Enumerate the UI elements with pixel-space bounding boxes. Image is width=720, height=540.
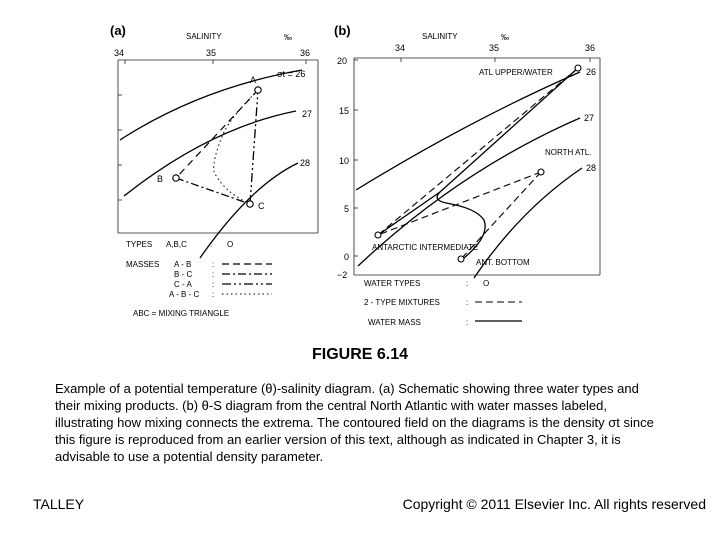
panel-b-sigma-28: 28 xyxy=(586,163,597,173)
legend-a-types-value: A,B,C xyxy=(166,240,187,249)
panel-a-isopycnal-28 xyxy=(200,163,298,258)
legend-a-colon-2: : xyxy=(212,270,215,279)
panel-b-tick-35: 35 xyxy=(489,43,500,53)
panel-a-unit: ‰ xyxy=(284,33,292,42)
panel-b-label-ant-bottom: ANT. BOTTOM xyxy=(476,258,530,267)
panel-b-point-upper xyxy=(575,65,581,71)
panel-a-label: (a) xyxy=(110,23,126,38)
panel-a-frame xyxy=(118,60,318,233)
legend-a-mass-abc: A - B - C xyxy=(169,290,200,299)
legend-a-types-label: TYPES xyxy=(126,240,153,249)
legend-a-types-colon: : xyxy=(210,240,213,249)
panel-b-point-ant-bottom xyxy=(458,256,464,262)
legend-b-types-colon: : xyxy=(466,279,469,288)
panel-a-tick-36: 36 xyxy=(300,48,311,58)
panel-a-label-a: A xyxy=(250,75,257,85)
panel-a-label-b: B xyxy=(157,174,164,184)
legend-a-colon-4: : xyxy=(212,290,215,299)
panel-b xyxy=(334,23,600,327)
panel-b-ytick-10: 10 xyxy=(339,156,350,166)
panel-b-ytick-minus2: −2 xyxy=(337,270,348,280)
panel-b-unit: ‰ xyxy=(501,33,509,42)
legend-a-masses-label: MASSES xyxy=(126,260,160,269)
legend-b-mass-colon: : xyxy=(466,318,469,327)
copyright-notice: Copyright © 2011 Elsevier Inc. All rights reserved xyxy=(402,496,706,512)
legend-a-colon-1: : xyxy=(212,260,215,269)
panel-b-axis-title: SALINITY xyxy=(422,32,458,41)
panel-a-axis-title: SALINITY xyxy=(186,32,222,41)
panel-b-label-antarctic-int: ANTARCTIC INTERMEDIATE xyxy=(372,243,479,252)
panel-b-ytick-0: 0 xyxy=(344,252,350,262)
panel-b-isopycnal-26 xyxy=(356,72,580,190)
panel-a-sigma-27: 27 xyxy=(302,109,313,119)
panel-b-label-upper: ATL UPPER/WATER xyxy=(479,68,553,77)
panel-a-mix-c-a xyxy=(250,90,258,204)
panel-b-ytick-5: 5 xyxy=(344,204,350,214)
panel-b-legend xyxy=(364,279,522,327)
panel-b-point-north-atl xyxy=(538,169,544,175)
legend-a-mass-ab: A - B xyxy=(174,260,192,269)
legend-a-types-symbol: O xyxy=(227,240,234,249)
legend-a-mass-ca: C - A xyxy=(174,280,192,289)
panel-b-label-north-atl: NORTH ATL. xyxy=(545,148,592,157)
panel-b-mix-nadw-aaiw xyxy=(378,172,541,235)
panel-b-point-antarctic-int xyxy=(375,232,381,238)
panel-b-sigma-26: 26 xyxy=(586,67,597,77)
panel-a-tick-35: 35 xyxy=(206,48,217,58)
panel-b-label: (b) xyxy=(334,23,351,38)
panel-a-sigma-26: σt = 26 xyxy=(277,69,306,79)
panel-b-ytick-20: 20 xyxy=(337,56,348,66)
legend-b-mass-label: WATER MASS xyxy=(368,318,421,327)
figure-caption: Example of a potential temperature (θ)-salinity diagram. (a) Schematic showing three water types and their mixing products. (b) θ-S diagram from the central North Atlantic with water masses labeled, illustrating how mixing connects the extrema. The contoured field on the diagrams is the density σt since this figure is reproduced from an earlier version of this text, although as indicated in Chapter 3, it is advisable to use a potential density parameter. xyxy=(55,381,654,464)
legend-b-mixtures-colon: : xyxy=(466,298,469,307)
panel-a-point-a xyxy=(255,87,261,93)
panel-a-legend xyxy=(126,240,272,318)
panel-a-point-c xyxy=(247,201,253,207)
panel-a xyxy=(110,23,318,318)
author-name: TALLEY xyxy=(33,496,85,512)
panel-b-sigma-27: 27 xyxy=(584,113,595,123)
figure-title: FIGURE 6.14 xyxy=(311,346,409,363)
legend-b-mixtures-label: 2 - TYPE MIXTURES xyxy=(364,298,440,307)
panel-a-mix-b-c xyxy=(176,178,250,204)
panel-a-isopycnal-26 xyxy=(120,70,302,140)
panel-b-water-mass-lower-arm xyxy=(378,192,440,235)
panel-b-ytick-15: 15 xyxy=(339,106,350,116)
panel-a-point-b xyxy=(173,175,179,181)
panel-a-tick-34: 34 xyxy=(114,48,125,58)
legend-b-types-label: WATER TYPES xyxy=(364,279,421,288)
legend-a-mass-bc: B - C xyxy=(174,270,193,279)
panel-a-isopycnal-27 xyxy=(124,111,296,196)
panel-b-tick-34: 34 xyxy=(395,43,406,53)
panel-a-label-c: C xyxy=(258,201,265,211)
legend-a-colon-3: : xyxy=(212,280,215,289)
panel-b-water-mass-curve xyxy=(437,68,578,258)
legend-a-triangle-note: ABC = MIXING TRIANGLE xyxy=(133,309,230,318)
panel-b-tick-36: 36 xyxy=(585,43,596,53)
panel-a-sigma-28: 28 xyxy=(300,158,311,168)
legend-b-types-symbol: O xyxy=(483,279,490,288)
